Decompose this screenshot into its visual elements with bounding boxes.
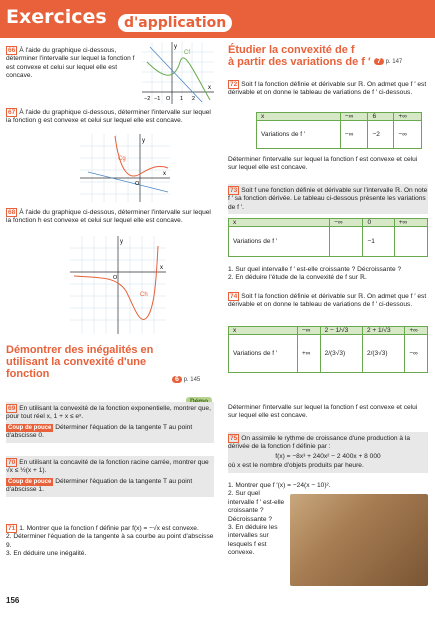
exercise-66 bbox=[6, 46, 136, 81]
exercise-number: 66 bbox=[8, 47, 16, 54]
exercise-text: À l'aide du graphique ci-dessous, déterminer l'intervalle sur lequel la fonction h est convexe et celui sur lequel elle est concave. bbox=[6, 209, 211, 225]
hint-69: Coup de pouce Déterminer l'équation de la tangente T au point d'abscisse 0. bbox=[6, 423, 193, 440]
exercise-69 bbox=[6, 402, 214, 443]
exercise-text: À l'aide du graphique ci-dessous, déterminer l'intervalle sur lequel la fonction g est convexe et celui sur lequel elle est concave. bbox=[6, 109, 211, 125]
exercise-number: 70 bbox=[8, 459, 16, 466]
label-y: y bbox=[142, 138, 145, 144]
header-subtitle: d'application bbox=[118, 14, 232, 32]
origin-label: O bbox=[135, 181, 140, 187]
exercise-number: 69 bbox=[8, 405, 16, 412]
tick-1: 1 bbox=[180, 96, 184, 102]
graph-68 bbox=[70, 236, 166, 334]
label-cf: Cf bbox=[184, 50, 190, 56]
exercise-number: 73 bbox=[230, 187, 238, 194]
label-x: x bbox=[208, 85, 211, 91]
exercise-number: 71 bbox=[8, 525, 16, 532]
exercise-70 bbox=[6, 456, 214, 497]
exercise-number: 74 bbox=[230, 293, 238, 300]
cours-ref-right: 7 p. 147 bbox=[374, 58, 402, 65]
exercise-67 bbox=[6, 108, 214, 126]
variation-table-73: x −∞ 0 +∞ Variations de f ′ −1 bbox=[228, 218, 428, 257]
label-cg: Cg bbox=[118, 156, 126, 162]
right-section-title: Étudier la convexité de f à partir des variations de f ′ bbox=[228, 44, 371, 68]
tangent-line bbox=[150, 47, 202, 102]
tick-m1: −1 bbox=[154, 96, 161, 102]
exercise-number: 67 bbox=[8, 109, 16, 116]
label-ch: Ch bbox=[140, 292, 148, 298]
header-title: Exercices bbox=[6, 6, 107, 28]
curve-cf bbox=[147, 58, 210, 100]
formula-75: f(x) = −8x³ + 240x² − 2 400x + 8 000 bbox=[275, 452, 381, 460]
exercise-72: 72 Soit f la fonction définie et dérivable sur ℝ. On admet que f ′ est dérivable et on donne le tableau de variations de f ′ ci-dessous. bbox=[228, 81, 427, 97]
variation-table-74: x −∞ 2 − 1/√3 2 + 1/√3 +∞ Variations de f ′ +∞ 2/(3√3) 2/(3√3) −∞ bbox=[228, 326, 428, 373]
questions-75: 1. Montrer que f ′(x) = −24(x − 10)². 2. Sur quel intervalle f ′ est-elle croissante ? Décroissante ? 3. En déduire les intervalles sur lesquels f est convexe. bbox=[228, 482, 331, 557]
page-number: 156 bbox=[6, 596, 20, 605]
label-y: y bbox=[174, 44, 177, 50]
graph-67 bbox=[80, 134, 170, 202]
exercise-73: 73 Soit f une fonction définie et dérivable sur l'intervalle ℝ. On note f ′ sa fonction dérivée. Le tableau ci-dessous présente les variations de f ′. bbox=[228, 184, 428, 214]
origin-label: O bbox=[166, 96, 171, 102]
hint-70: Coup de pouce Déterminer l'équation de la tangente T au point d'abscisse 1. bbox=[6, 477, 193, 494]
exercise-number: 72 bbox=[230, 81, 238, 88]
questions-73: 1. Sur quel intervalle f ′ est-elle croissante ? Décroissante ? 2. En déduire l'étude de la convexité de f sur ℝ. bbox=[228, 266, 402, 282]
question-72: Déterminer l'intervalle sur lequel la fonction f est convexe et celui sur lequel elle est concave. bbox=[228, 156, 418, 172]
page-header bbox=[0, 0, 435, 38]
exercise-text: En utilisant la concavité de la fonction racine carrée, montrer que √x ≤ ½(x + 1). bbox=[6, 459, 209, 475]
tick-m2: −2 bbox=[144, 96, 151, 102]
cours-ref: 6 p. 145 bbox=[172, 376, 200, 383]
exercise-text: À l'aide du graphique ci-dessous, déterminer l'intervalle sur lequel la fonction f est convexe et celui sur lequel elle est concave. bbox=[6, 47, 135, 80]
demo-section-title: Démontrer des inégalités en utilisant la convexité d'une fonction bbox=[6, 344, 154, 380]
exercise-71: 71 1. Montrer que la fonction f définie par f(x) = −√x est convexe. 2. Déterminer l'équation de la tangente à sa courbe au point d'abscisse 9. 3. En déduire une inégalité. bbox=[6, 525, 214, 558]
graph-66 bbox=[142, 42, 214, 104]
exercise-text: En utilisant la convexité de la fonction exponentielle, montrer que, pour tout réel x, 1 + x ≤ eˣ. bbox=[6, 405, 211, 421]
growth-photo bbox=[290, 494, 428, 586]
label-x: x bbox=[160, 265, 163, 271]
exercise-number: 75 bbox=[230, 435, 238, 442]
exercise-number: 68 bbox=[8, 209, 16, 216]
origin-label: O bbox=[113, 275, 118, 281]
exercise-75: 75 On assimile le rythme de croissance d'une production à la dérivée de la fonction f définie par : f(x) = −8x³ + 240x² − 2 400x + 8 000 où x est le nombre d'objets produits par heure. bbox=[228, 432, 428, 473]
label-y: y bbox=[120, 239, 123, 245]
exercise-74: 74 Soit f la fonction définie et dérivable sur ℝ. On admet que f ′ est dérivable et on donne le tableau de variations de f ′ ci-dessous. bbox=[228, 293, 427, 309]
exercise-68 bbox=[6, 208, 214, 226]
curve-ch bbox=[74, 246, 158, 319]
label-x: x bbox=[163, 171, 166, 177]
variation-table-72: x −∞ 6 +∞ Variations de f ′ −∞ −2 −∞ bbox=[256, 112, 422, 149]
tick-2: 2 bbox=[192, 96, 196, 102]
question-74: Déterminer l'intervalle sur lequel la fonction f est convexe et celui sur lequel elle est concave. bbox=[228, 404, 418, 420]
